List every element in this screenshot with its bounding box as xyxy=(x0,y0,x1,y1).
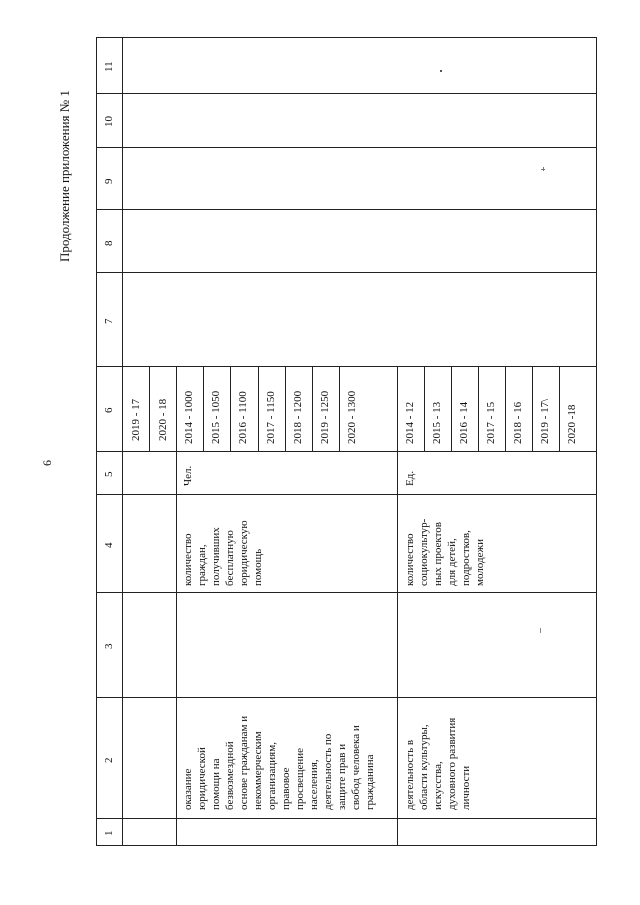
page-number: 6 xyxy=(40,460,54,466)
row-b-unit: Чел. xyxy=(182,465,194,486)
row-b-indicator-line: юридическую xyxy=(238,520,250,586)
row-b-value: 2015 - 1050 xyxy=(210,390,222,444)
row-a-year-2: 2020 - 18 xyxy=(157,398,169,441)
row-b-value: 2016 - 1100 xyxy=(237,391,249,444)
row-c-value: 2020 -18 xyxy=(566,404,578,444)
scan-speck xyxy=(541,169,545,170)
col-header-2: 2 xyxy=(103,757,115,763)
col-header-7: 7 xyxy=(103,318,115,324)
row-b-value: 2020 - 1300 xyxy=(346,390,358,444)
row-b-indicator-line: получивших xyxy=(210,527,222,586)
col-header-3: 3 xyxy=(103,643,115,649)
row-c-unit: Ед. xyxy=(404,470,416,486)
col-header-11: 11 xyxy=(103,61,115,72)
row-b-activity-line: основе гражданам и xyxy=(238,715,250,810)
row-c-activity-line: искусства, xyxy=(432,761,444,810)
row-b-value: 2018 - 1200 xyxy=(292,390,304,444)
row-c-indicator-line: для детей, xyxy=(446,538,458,586)
col-header-10: 10 xyxy=(103,116,115,127)
row-c-indicator-line: ных проектов xyxy=(432,522,444,586)
row-a-year-1: 2019 - 17 xyxy=(130,398,142,441)
row-b-activity-line: защите прав и xyxy=(336,743,348,810)
row-b-activity-line: правовое xyxy=(280,767,292,810)
row-c-value: 2017 - 15 xyxy=(485,401,497,444)
row-b-activity-line: организациям, xyxy=(266,742,278,810)
col-header-9: 9 xyxy=(103,178,115,184)
row-b-indicator-line: помощь xyxy=(252,548,264,586)
row-b-value: 2014 - 1000 xyxy=(183,390,195,444)
row-b-activity-line: населения, xyxy=(308,759,320,810)
row-b-indicator-line: граждан, xyxy=(196,544,208,586)
row-b-activity-line: гражданина xyxy=(364,754,376,810)
row-b-indicator-line: бесплатную xyxy=(224,530,236,586)
row-c-value: 2018 - 16 xyxy=(512,401,524,444)
scan-speck xyxy=(540,628,541,633)
row-b-activity-line: свобод человека и xyxy=(350,725,362,810)
scan-speck xyxy=(440,70,442,72)
row-c-activity-line: деятельность в xyxy=(404,739,416,810)
col-header-8: 8 xyxy=(103,240,115,246)
row-b-activity-line: юридической xyxy=(196,747,208,810)
col-header-1: 1 xyxy=(103,830,115,836)
row-c-indicator-line: социокультур- xyxy=(418,518,430,586)
row-c-activity-line: области культуры, xyxy=(418,724,430,810)
col-header-6: 6 xyxy=(103,407,115,413)
row-c-activity-line: духовного развития xyxy=(446,717,458,810)
row-c-indicator-line: количество xyxy=(404,533,416,586)
row-c-indicator-line: молодежи xyxy=(474,539,486,586)
row-b-activity-line: помощи на xyxy=(210,758,222,810)
row-b-value: 2019 - 1250 xyxy=(319,390,331,444)
col-header-5: 5 xyxy=(103,471,115,477)
row-c-value: 2015 - 13 xyxy=(431,401,443,444)
col-header-4: 4 xyxy=(103,542,115,548)
row-c-value: 2014 - 12 xyxy=(404,401,416,444)
row-c-activity-line: личности xyxy=(460,765,472,810)
row-b-activity-line: оказание xyxy=(182,768,194,810)
row-b-value: 2017 - 1150 xyxy=(265,391,277,444)
row-b-activity-line: деятельность по xyxy=(322,733,334,810)
row-b-activity-line: безвозмездной xyxy=(224,741,236,810)
row-b-activity-line: некоммерческим xyxy=(252,731,264,810)
row-c-value: 2019 - 17\ xyxy=(539,398,551,444)
row-c-value: 2016 - 14 xyxy=(458,401,470,444)
row-c-indicator-line: подростков, xyxy=(460,530,472,586)
row-b-indicator-line: количество xyxy=(182,533,194,586)
appendix-caption: Продолжение приложения № 1 xyxy=(57,90,72,262)
row-b-activity-line: просвещение xyxy=(294,747,306,810)
